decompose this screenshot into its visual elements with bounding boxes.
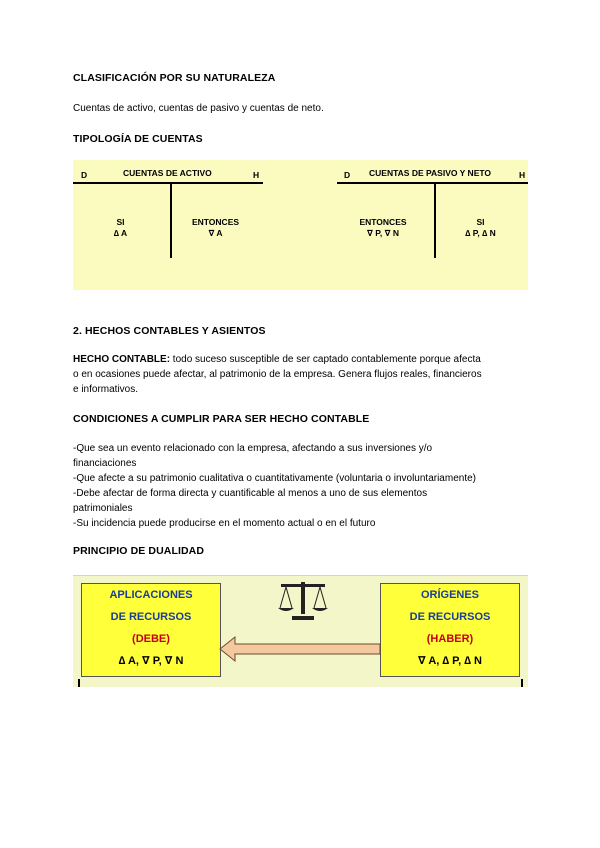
dualidad-top-rule [73, 575, 528, 576]
heading-tipologia: TIPOLOGÍA DE CUENTAS [73, 133, 203, 145]
condicion-line: -Que sea un evento relacionado con la empresa, afectando a sus inversiones y/o [73, 443, 433, 454]
activo-right-line2: ∇ A [208, 228, 223, 238]
hecho-contable-paragraph [73, 352, 543, 397]
aplicaciones-box [81, 583, 221, 677]
pasivo-t-horizontal [337, 182, 528, 184]
activo-t-vertical [170, 182, 172, 258]
condiciones-list [73, 441, 543, 531]
aplicaciones-line4: ∆ A, ∇ P, ∇ N [118, 655, 184, 667]
balance-scale-icon [276, 578, 330, 622]
activo-right-cell [178, 217, 253, 239]
pasivo-credit-label: H [519, 170, 526, 180]
origenes-line2: DE RECURSOS [409, 611, 491, 623]
activo-left-line2: ∆ A [113, 228, 128, 238]
hecho-contable-term: HECHO CONTABLE: [73, 354, 171, 365]
left-arrow-icon [219, 635, 381, 663]
condicion-line: -Su incidencia puede producirse en el momento actual o en el futuro [73, 518, 376, 529]
pasivo-right-line1: SI [476, 217, 485, 227]
activo-right-line1: ENTONCES [191, 217, 240, 227]
pasivo-right-cell [448, 217, 513, 239]
hecho-contable-line3: e informativos. [73, 384, 139, 395]
naturaleza-text: Cuentas de activo, cuentas de pasivo y cuentas de neto. [73, 103, 324, 114]
activo-title: CUENTAS DE ACTIVO [123, 168, 212, 178]
pasivo-left-line2: ∇ P, ∇ N [366, 228, 399, 238]
condicion-line: financiaciones [73, 458, 137, 469]
pasivo-debit-label: D [344, 170, 351, 180]
condicion-line: -Debe afectar de forma directa y cuantificable al menos a uno de sus elementos [73, 488, 428, 499]
heading-hechos-contables: 2. HECHOS CONTABLES Y ASIENTOS [73, 325, 266, 337]
panel-tick-right [521, 679, 523, 687]
dualidad-panel [73, 575, 528, 687]
aplicaciones-line2: DE RECURSOS [110, 611, 192, 623]
activo-t-horizontal [73, 182, 263, 184]
pasivo-title: CUENTAS DE PASIVO Y NETO [369, 168, 492, 178]
aplicaciones-line1: APLICACIONES [109, 589, 193, 601]
condicion-line: patrimoniales [73, 503, 133, 514]
activo-left-cell [93, 217, 148, 239]
origenes-line1: ORÍGENES [420, 589, 480, 601]
hecho-contable-line2: o en ocasiones puede afectar, al patrimonio de la empresa. Genera flujos reales, financieros [73, 369, 482, 380]
heading-condiciones: CONDICIONES A CUMPLIR PARA SER HECHO CONTABLE [73, 413, 370, 425]
panel-tick-left [78, 679, 80, 687]
activo-debit-label: D [81, 170, 88, 180]
t-accounts-panel [73, 160, 528, 290]
condicion-line: -Que afecte a su patrimonio cualitativa o cuantitativamente (voluntaria o involuntariamente) [73, 473, 476, 484]
activo-credit-label: H [253, 170, 260, 180]
pasivo-left-line1: ENTONCES [359, 217, 407, 227]
hecho-contable-line1: todo suceso susceptible de ser captado contablemente porque afecta [170, 354, 481, 365]
heading-dualidad: PRINCIPIO DE DUALIDAD [73, 545, 205, 557]
aplicaciones-line3: (DEBE) [132, 633, 170, 645]
pasivo-right-line2: ∆ P, ∆ N [465, 228, 496, 238]
pasivo-left-cell [353, 217, 413, 239]
origenes-line4: ∇ A, ∆ P, ∆ N [418, 655, 482, 667]
origenes-box [380, 583, 520, 677]
pasivo-t-vertical [434, 182, 436, 258]
activo-left-line1: SI [116, 217, 125, 227]
heading-naturaleza: CLASIFICACIÓN POR SU NATURALEZA [73, 72, 276, 84]
origenes-line3: (HABER) [426, 633, 474, 645]
